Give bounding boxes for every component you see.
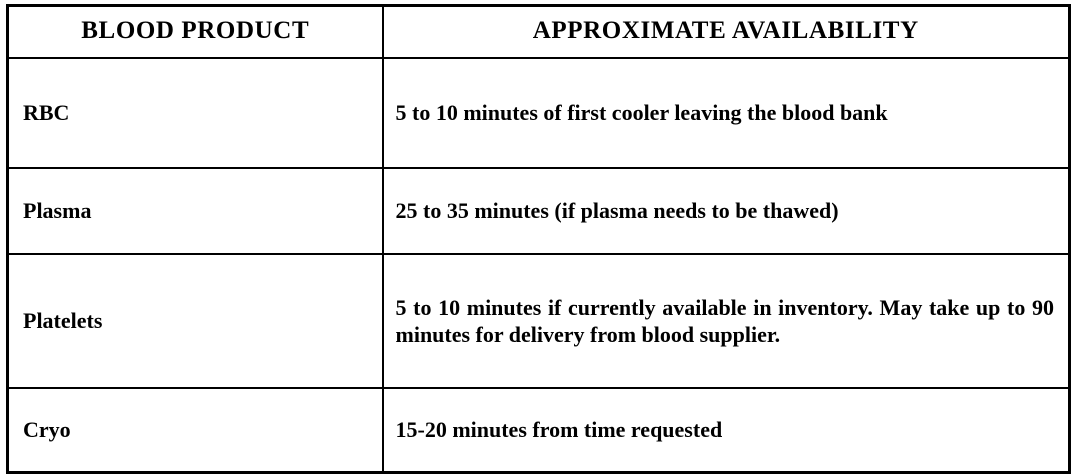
table-row: [8, 168, 1070, 254]
cell-blood-product: Cryo: [8, 388, 383, 473]
cell-blood-product: Plasma: [8, 168, 383, 254]
blood-product-availability-table: [6, 4, 1071, 474]
table-row: [8, 254, 1070, 388]
table-row: [8, 388, 1070, 473]
cell-availability: 15-20 minutes from time requested: [383, 388, 1070, 473]
cell-availability: 25 to 35 minutes (if plasma needs to be thawed): [383, 168, 1070, 254]
table-body: [8, 58, 1070, 473]
column-header-approximate-availability: APPROXIMATE AVAILABILITY: [383, 6, 1070, 59]
cell-availability: 5 to 10 minutes if currently available in inventory. May take up to 90 minutes for delivery from blood supplier.: [383, 254, 1070, 388]
table-header-row: [8, 6, 1070, 59]
column-header-blood-product: BLOOD PRODUCT: [8, 6, 383, 59]
table-row: [8, 58, 1070, 168]
table-header: [8, 6, 1070, 59]
cell-blood-product: RBC: [8, 58, 383, 168]
cell-blood-product: Platelets: [8, 254, 383, 388]
cell-availability: 5 to 10 minutes of first cooler leaving the blood bank: [383, 58, 1070, 168]
